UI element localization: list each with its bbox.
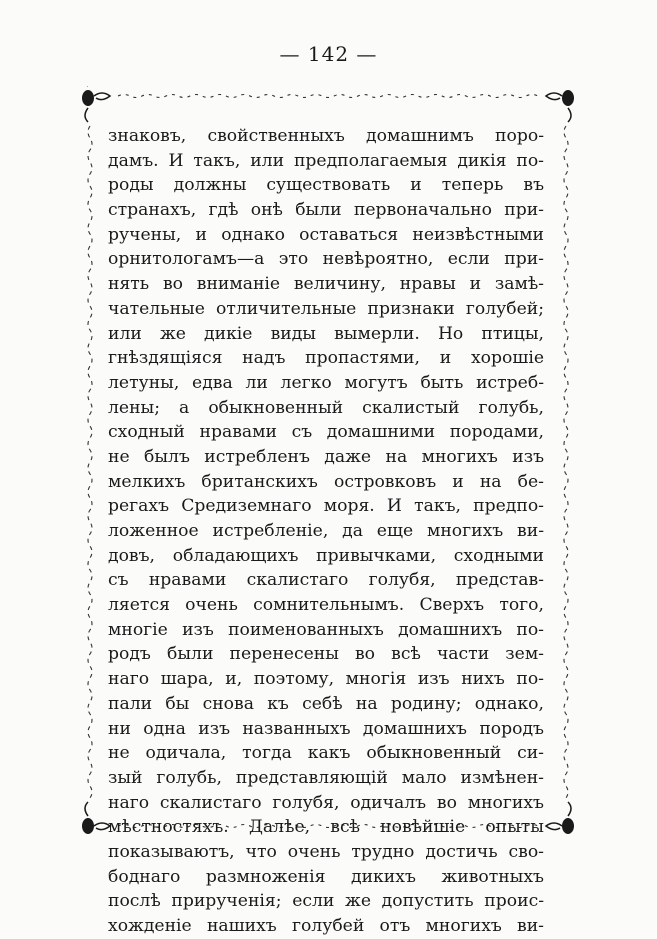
text-line: летуны, едва ли легко могутъ быть истреб-: [108, 372, 544, 393]
text-line: довъ, обладающихъ привычками, сходными: [108, 545, 544, 566]
text-line: ложенное истребленіе, да еще многихъ ви-: [108, 521, 544, 541]
page-number: — 142 —: [279, 42, 378, 66]
text-line: родъ были перенесены во всѣ части зем-: [108, 644, 544, 665]
text-line: гнѣздящіяся надъ пропастями, и хорошіе: [108, 348, 544, 369]
text-line: странахъ, гдѣ онѣ были первоначально при-: [108, 200, 544, 221]
text-line: сходный нравами съ домашними породами,: [108, 422, 544, 443]
text-line: наго шара, и, поэтому, многія изъ нихъ по-: [108, 669, 544, 690]
text-line: съ нравами скалистаго голубя, представ-: [108, 570, 544, 591]
text-line: ляется очень сомнительнымъ. Сверхъ того,: [108, 595, 544, 616]
text-line: хожденіе нашихъ голубей отъ многихъ ви-: [108, 916, 544, 936]
text-line: пали бы снова къ себѣ на родину; однако,: [108, 693, 544, 714]
text-line: лены; а обыкновенный скалистый голубь,: [108, 397, 544, 418]
text-line: зый голубь, представляющій мало измѣнен-: [108, 767, 544, 788]
text-line: показываютъ, что очень трудно достичь сво-: [108, 841, 544, 862]
text-line: нять во вниманіе величину, нравы и замѣ-: [108, 274, 544, 295]
text-line: ручены, и однако оставаться неизвѣстными: [108, 224, 544, 245]
text-line: не одичала, тогда какъ обыкновенный си-: [108, 743, 544, 764]
text-line: дамъ. И такъ, или предполагаемыя дикія по-: [108, 150, 544, 171]
text-line: или же дикіе виды вымерли. Но птицы,: [108, 323, 544, 344]
text-line: многіе изъ поименованныхъ домашнихъ по-: [108, 619, 544, 640]
text-line: не былъ истребленъ даже на многихъ изъ: [108, 446, 544, 467]
text-line: мѣстностяхъ. Далѣе, всѣ новѣйшіе опыты: [108, 817, 544, 838]
text-line: знаковъ, свойственныхъ домашнимъ поро-: [108, 126, 544, 146]
text-line: чательные отличительные признаки голубей;: [108, 298, 544, 319]
text-line: роды должны существовать и теперь въ: [108, 175, 544, 196]
text-line: орнитологамъ—а это невѣроятно, если при-: [108, 249, 544, 270]
text-line: ни одна изъ названныхъ домашнихъ породъ: [108, 718, 544, 739]
text-line: послѣ прирученія; если же допустить проис-: [108, 891, 544, 912]
text-line: мелкихъ британскихъ островковъ и на бе-: [108, 471, 544, 492]
text-line: регахъ Средиземнаго моря. И такъ, предпо-: [108, 496, 544, 517]
body-text: [108, 124, 544, 939]
text-line: боднаго размноженія дикихъ животныхъ: [108, 866, 544, 887]
text-line: наго скалистаго голубя, одичалъ во многихъ: [108, 792, 544, 813]
